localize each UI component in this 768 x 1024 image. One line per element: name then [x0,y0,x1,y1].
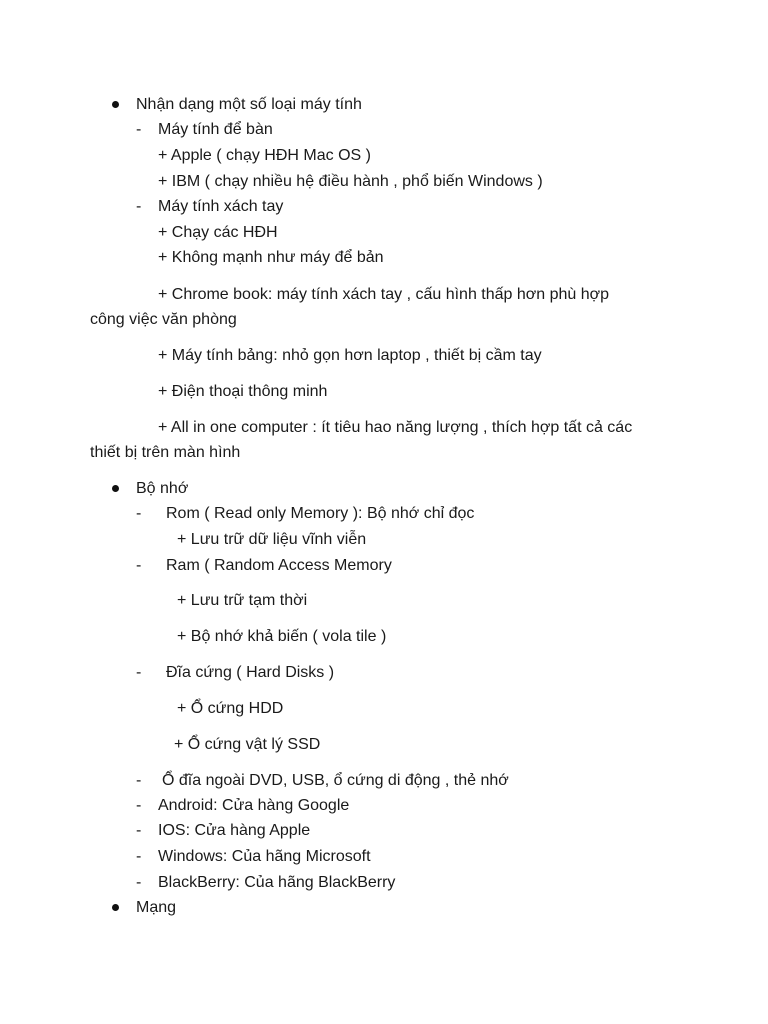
sub-item: + Chạy các HĐH [158,224,278,241]
dash-marker: - [136,874,142,891]
list-item: IOS: Cửa hàng Apple [158,822,311,839]
list-item: BlackBerry: Của hãng BlackBerry [158,874,396,891]
list-item: Máy tính xách tay [158,198,284,215]
sub-item: + Ổ cứng HDD [177,700,284,717]
dash-marker: - [136,772,142,789]
section-title: Nhận dạng một số loại máy tính [136,96,362,113]
list-item: Ram ( Random Access Memory [166,557,392,574]
dash-marker: - [136,822,142,839]
list-item: Ổ đĩa ngoài DVD, USB, ổ cứng di động , thẻ nhớ [162,772,509,789]
sub-item: + IBM ( chạy nhiều hệ điều hành , phổ biến Windows ) [158,173,543,190]
bullet-icon [112,101,119,108]
section-title: Mạng [136,899,177,916]
list-item: Rom ( Read only Memory ): Bộ nhớ chỉ đọc [166,505,475,522]
sub-item: + Không mạnh như máy để bản [158,249,384,266]
sub-item: + Apple ( chạy HĐH Mac OS ) [158,147,371,164]
dash-marker: - [136,198,142,215]
sub-item-continuation: thiết bị trên màn hình [90,444,241,461]
section-title: Bộ nhớ [136,480,189,497]
sub-item: + All in one computer : ít tiêu hao năng lượng , thích hợp tất cả các [158,419,633,436]
list-item: Đĩa cứng ( Hard Disks ) [166,664,335,681]
sub-item: + Lưu trữ dữ liệu vĩnh viễn [177,531,367,548]
sub-item: + Bộ nhớ khả biến ( vola tile ) [177,628,387,645]
dash-marker: - [136,664,142,681]
dash-marker: - [136,797,142,814]
list-item: Windows: Của hãng Microsoft [158,848,371,865]
dash-marker: - [136,505,142,522]
sub-item-continuation: công việc văn phòng [90,311,237,328]
bullet-icon [112,904,119,911]
list-item: Máy tính để bàn [158,121,273,138]
bullet-icon [112,485,119,492]
sub-item: + Máy tính bảng: nhỏ gọn hơn laptop , thiết bị cầm tay [158,347,542,364]
sub-item: + Ổ cứng vật lý SSD [174,736,321,753]
sub-item: + Điện thoại thông minh [158,383,328,400]
dash-marker: - [136,848,142,865]
dash-marker: - [136,121,142,138]
list-item: Android: Cửa hàng Google [158,797,350,814]
sub-item: + Chrome book: máy tính xách tay , cấu hình thấp hơn phù hợp [158,286,610,303]
dash-marker: - [136,557,142,574]
sub-item: + Lưu trữ tạm thời [177,592,308,609]
